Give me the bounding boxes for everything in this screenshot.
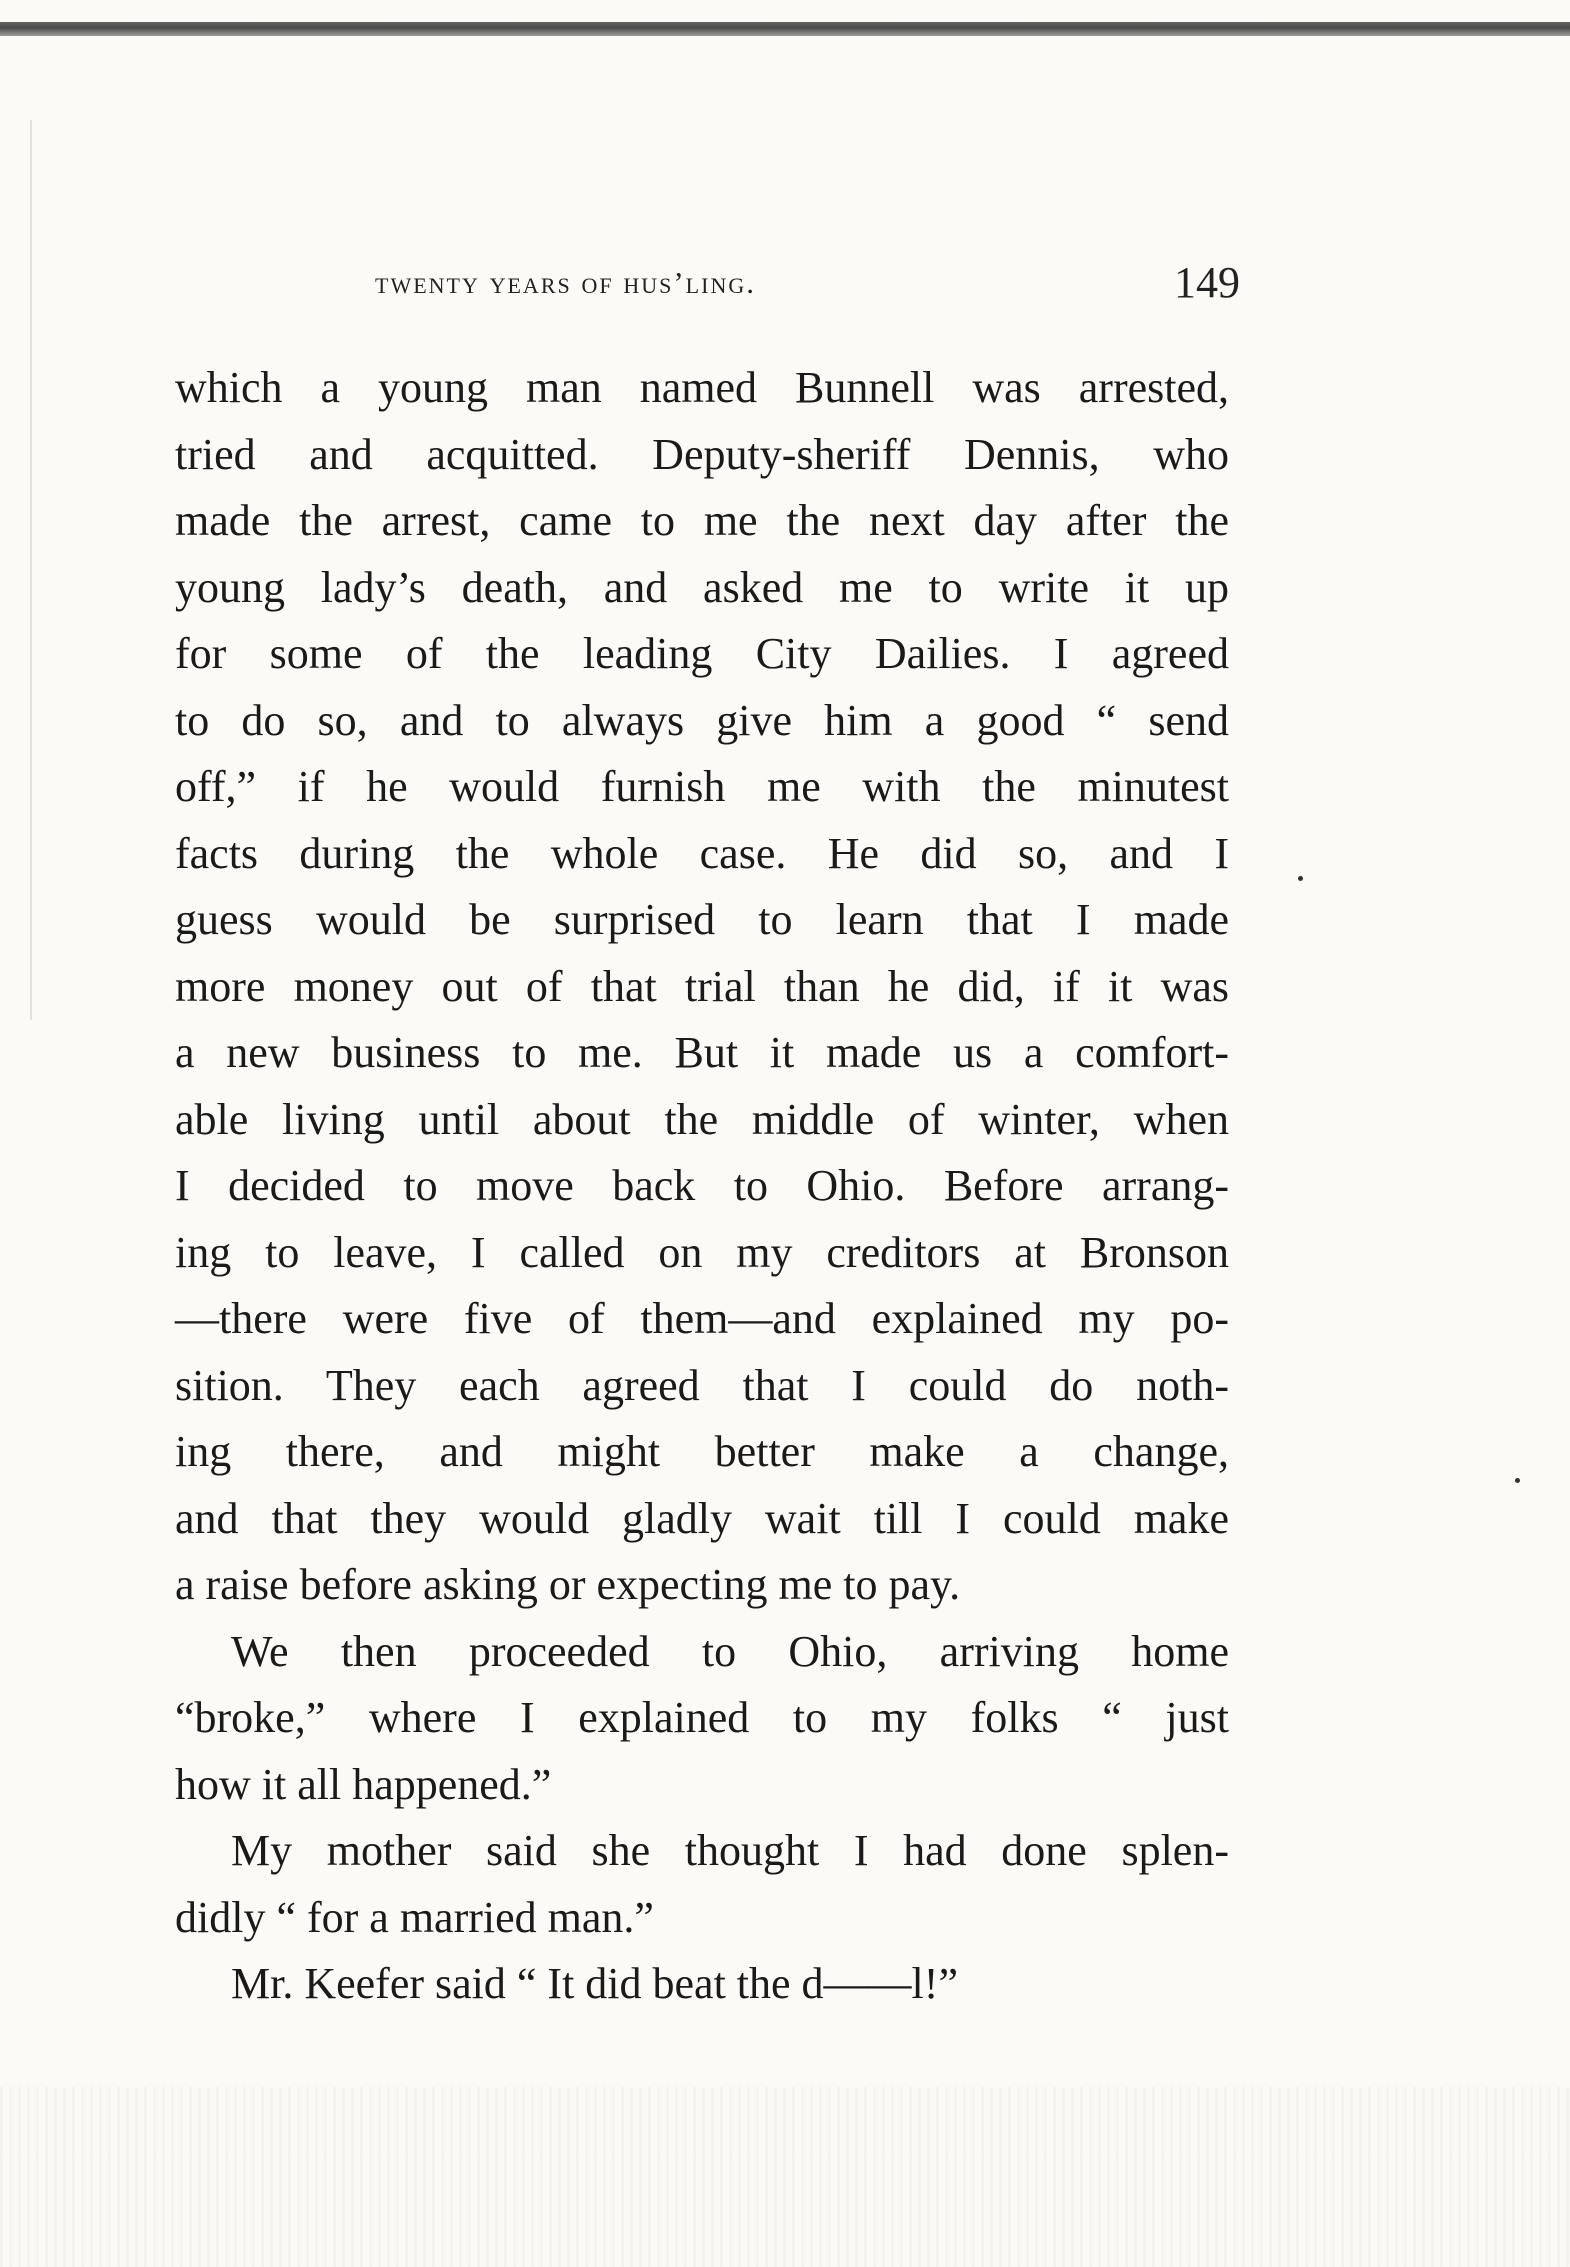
text-line: didly “ for a married man.” [175,1892,654,1942]
running-title: twenty years of hus’ling. [375,265,756,300]
text-line: I decided to move back to Ohio. Before arrang- [175,1161,1229,1210]
text-line: ing to leave, I called on my creditors at Bronson [175,1227,1229,1277]
text-line: off,” if he would furnish me with the minutest [175,762,1229,811]
running-head [375,255,1240,315]
scan-page-edge [30,120,32,1020]
text-line: young lady’s death, and asked me to write it up [175,562,1229,612]
text-line: more money out of that trial than he did, if it was [175,961,1229,1011]
text-line: tried and acquitted. Deputy-sheriff Dennis, who [175,429,1229,479]
scan-noise [0,2087,1570,2267]
text-line: how it all happened.” [175,1759,552,1809]
text-line: for some of the leading City Dailies. I agreed [175,629,1229,678]
text-line: ing there, and might better make a change, [175,1427,1229,1476]
text-line: My mother said she thought I had done splen- [231,1826,1229,1875]
text-line: guess would be surprised to learn that I made [175,895,1229,944]
text-line: We then proceeded to Ohio, arriving home [231,1626,1229,1676]
text-line: a raise before asking or expecting me to pay. [175,1560,961,1609]
scan-edge-rule [0,22,1570,36]
text-line: made the arrest, came to me the next day after the [175,496,1229,545]
body-text [175,355,1229,2018]
text-line: a new business to me. But it made us a comfort- [175,1028,1229,1077]
text-line: to do so, and to always give him a good “ send [175,695,1229,745]
text-line: which a young man named Bunnell was arrested, [175,363,1229,412]
text-line: sition. They each agreed that I could do noth- [175,1360,1229,1410]
text-line: Mr. Keefer said “ It did beat the d——l!” [231,1959,958,2008]
text-line: and that they would gladly wait till I could make [175,1493,1229,1543]
page-number: 149 [1174,258,1240,307]
text-line: able living until about the middle of winter, when [175,1094,1229,1144]
text-line: facts during the whole case. He did so, and I [175,828,1229,878]
text-line: —there were five of them—and explained my po- [175,1294,1229,1343]
text-line: “broke,” where I explained to my folks “ just [175,1693,1229,1742]
ink-speck [1298,876,1303,881]
ink-speck [1515,1478,1520,1483]
